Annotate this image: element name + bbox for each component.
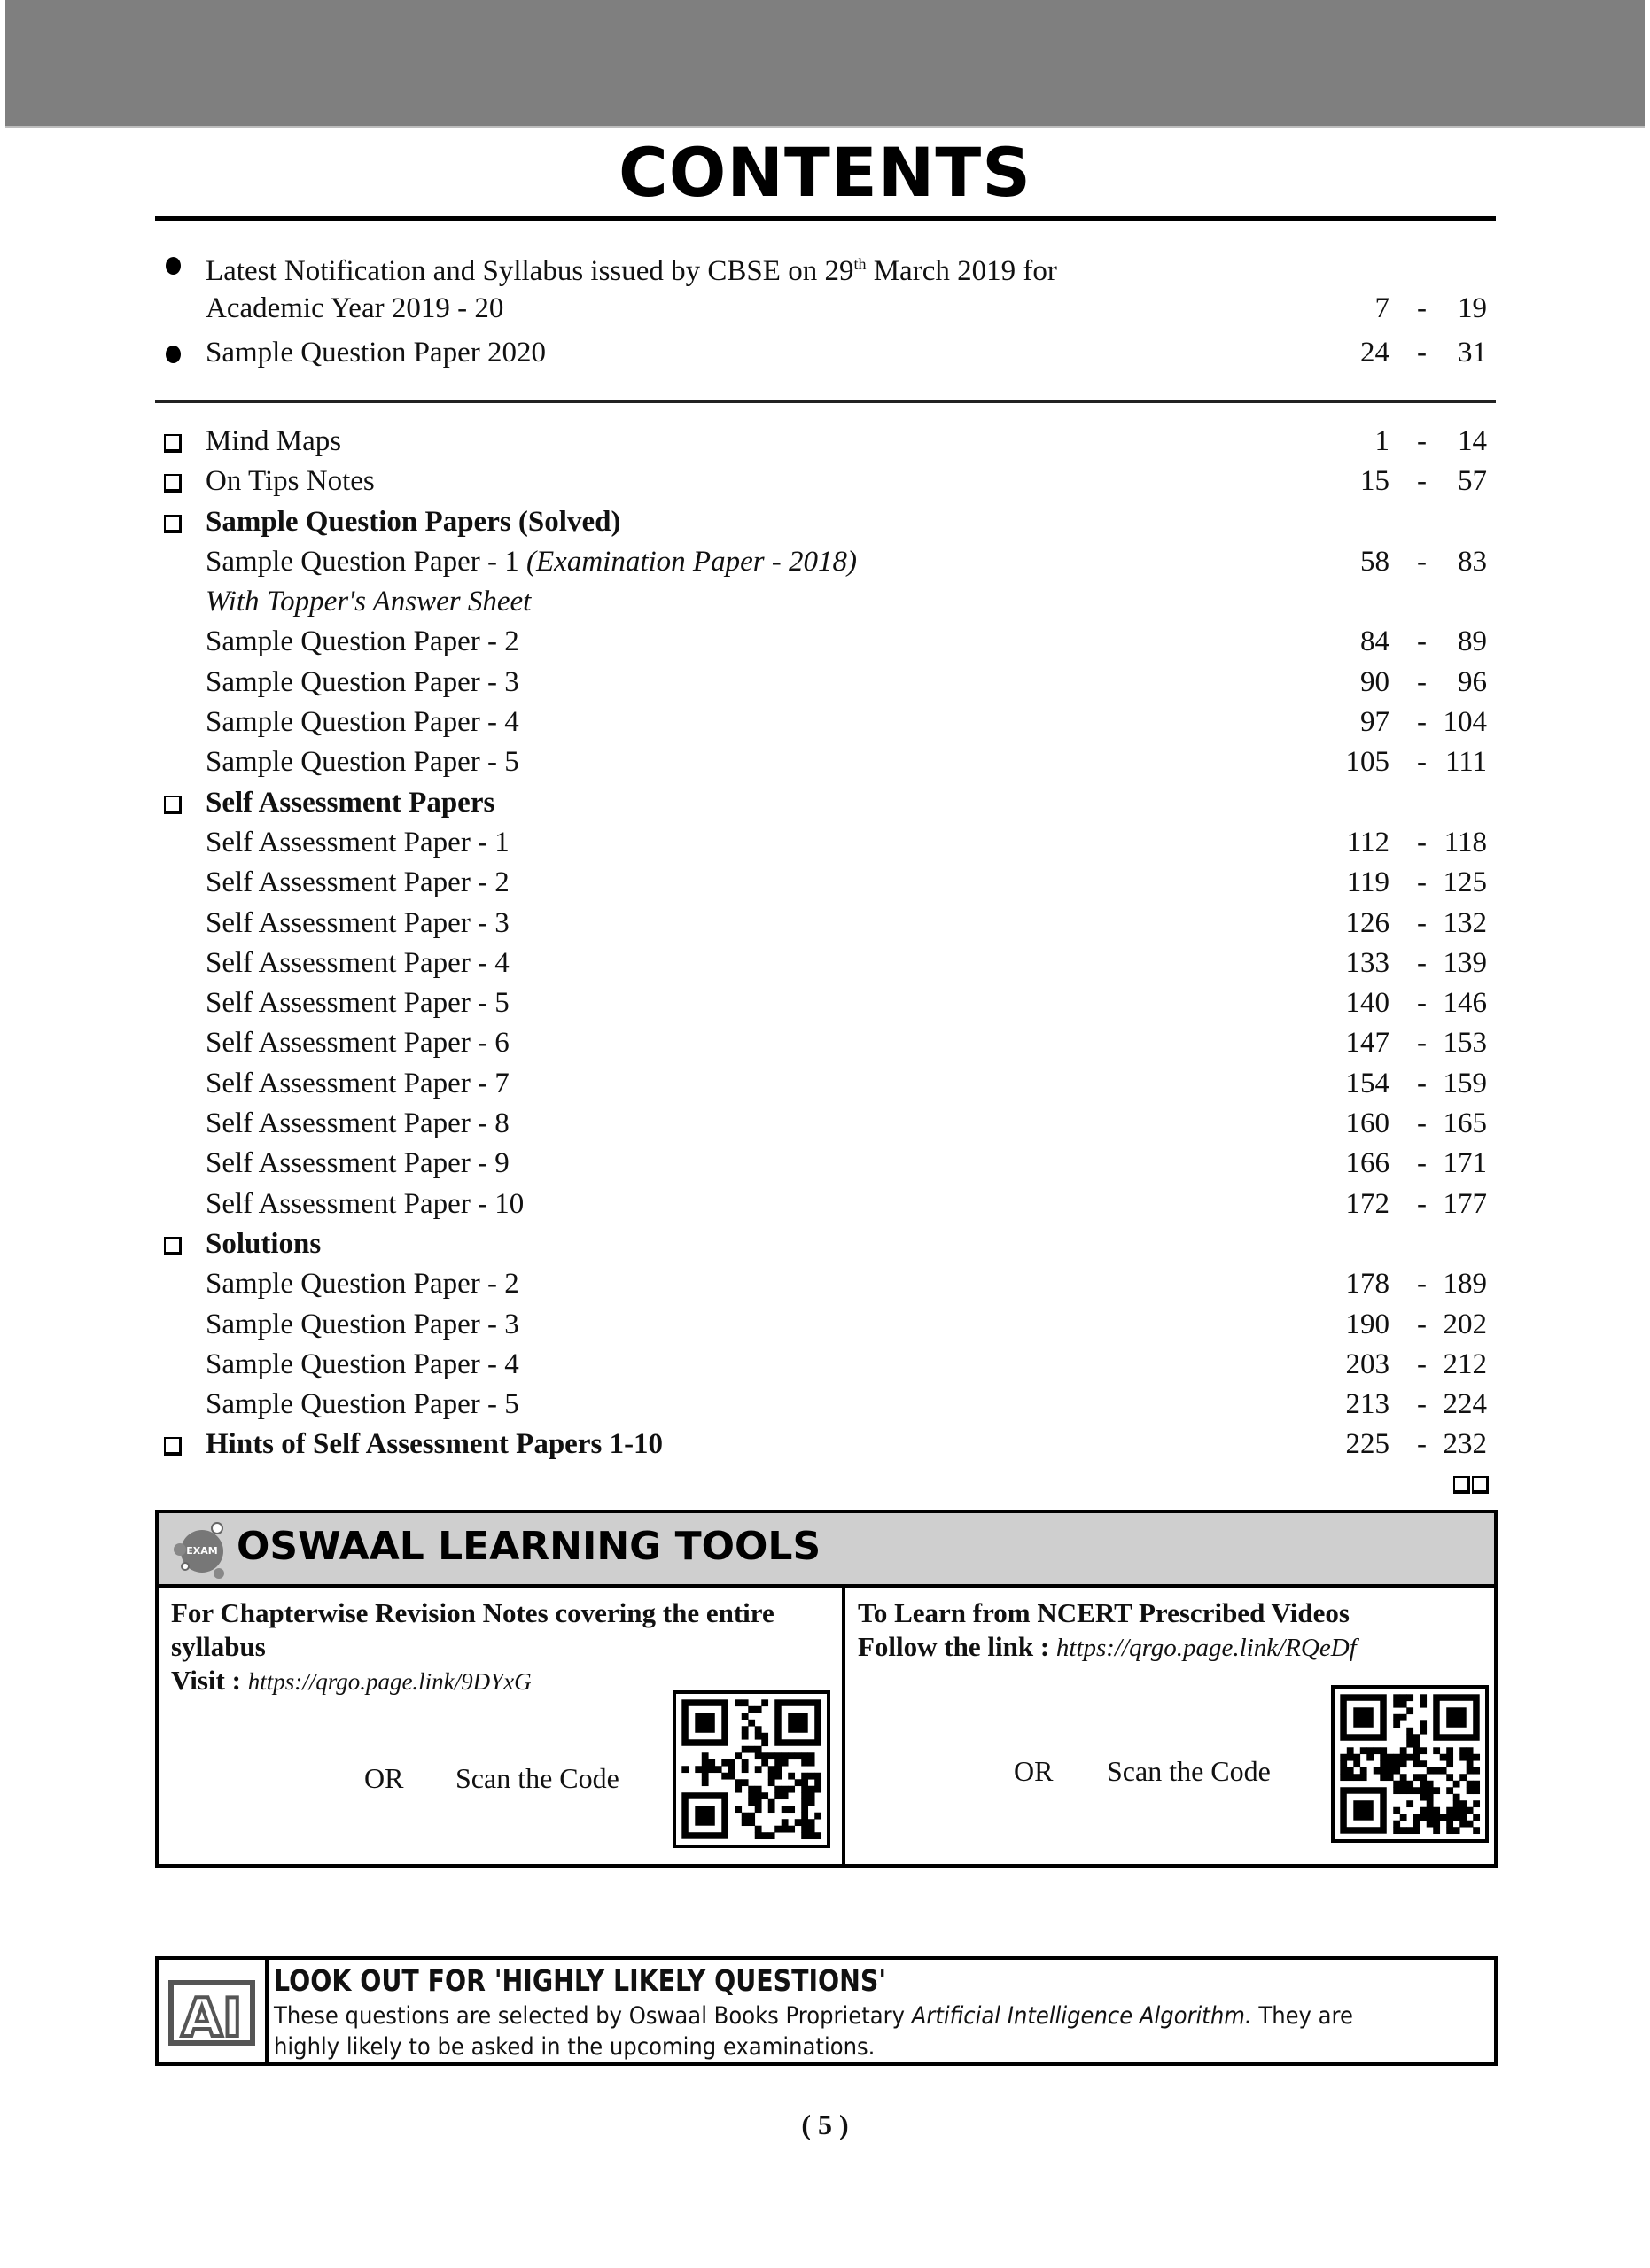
entry-label: Self Assessment Paper - 2 (206, 866, 510, 899)
checkbox-icon (155, 462, 191, 501)
page-to: 31 (1458, 337, 1487, 369)
contents-entry (155, 1023, 1496, 1063)
highly-likely-questions-box (155, 1956, 1498, 2066)
page-to: 132 (1443, 906, 1487, 939)
contents-entry (155, 904, 1496, 944)
entry-label: Self Assessment Paper - 3 (206, 906, 510, 939)
entry-label: Self Assessment Papers (206, 786, 495, 819)
page-from: 15 (1360, 465, 1389, 498)
page-title: CONTENTS (619, 133, 1031, 212)
contents-entry (155, 1144, 1496, 1184)
entry-label: Sample Question Paper - 3 (206, 1308, 519, 1340)
scan-code-label: Scan the Code (455, 1762, 619, 1794)
entry-label: Sample Question Papers (Solved) (206, 505, 621, 538)
page-to: 159 (1443, 1067, 1487, 1099)
entry-label: Sample Question Paper - 5 (206, 1388, 519, 1421)
page-range-dash: - (1417, 1027, 1427, 1060)
page-from: 133 (1345, 946, 1389, 979)
page-to: 125 (1443, 866, 1487, 899)
page-from: 84 (1360, 625, 1389, 658)
page-range-dash: - (1417, 987, 1427, 1020)
entry-label: On Tips Notes (206, 465, 375, 498)
entry-label: Sample Question Paper - 2 (206, 1268, 519, 1301)
entry-label: Sample Question Paper - 1 (Examination Paper - 2018) (206, 545, 858, 578)
page-range-dash: - (1417, 746, 1427, 779)
top-contents-list (155, 242, 1496, 375)
contents-entry (155, 1425, 1496, 1464)
page-from: 225 (1345, 1428, 1389, 1461)
page-from: 172 (1345, 1187, 1389, 1220)
contents-entry (155, 823, 1496, 863)
end-marker-icon (1452, 1476, 1489, 1498)
page-range-dash: - (1417, 906, 1427, 939)
learning-tools-header (159, 1513, 1494, 1588)
visit-label: Visit : (171, 1665, 248, 1696)
page-range-dash: - (1417, 1308, 1427, 1340)
page-range-dash: - (1417, 625, 1427, 658)
qr-code-icon[interactable] (673, 1690, 830, 1848)
ncert-videos-link[interactable]: https://qrgo.page.link/RQeDf (1055, 1634, 1357, 1662)
contents-entry (155, 542, 1496, 582)
contents-entry (155, 783, 1496, 823)
page-to: 96 (1458, 665, 1487, 698)
contents-entry (155, 663, 1496, 703)
ncert-videos-text: To Learn from NCERT Prescribed Videos (858, 1597, 1350, 1628)
entry-label: Sample Question Paper - 2 (206, 625, 519, 658)
page-to: 177 (1443, 1187, 1487, 1220)
page-from: 154 (1345, 1067, 1389, 1099)
title-underline (155, 216, 1496, 221)
page-from: 24 (1360, 337, 1389, 369)
page-range-dash: - (1417, 337, 1427, 369)
page-from: 90 (1360, 665, 1389, 698)
contents-entry (155, 1064, 1496, 1104)
page-to: 212 (1443, 1348, 1487, 1380)
contents-entry (155, 582, 1496, 622)
page-from: 178 (1345, 1268, 1389, 1301)
page-from: 140 (1345, 987, 1389, 1020)
or-label: OR (364, 1762, 404, 1794)
contents-entry (155, 242, 1496, 286)
entry-label: Sample Question Paper 2020 (206, 337, 547, 369)
page-from: 97 (1360, 706, 1389, 739)
page-range-dash: - (1417, 1388, 1427, 1421)
checkbox-icon (155, 1425, 191, 1464)
ncert-videos-panel (845, 1588, 1494, 1864)
page-range-dash: - (1417, 292, 1427, 324)
page-from: 58 (1360, 545, 1389, 578)
page-number: ( 5 ) (801, 2109, 849, 2140)
entry-label: Latest Notification and Syllabus issued by CBSE on 29th March 2019 for (206, 255, 1057, 287)
page-to: 171 (1443, 1147, 1487, 1180)
page-to: 118 (1444, 826, 1487, 858)
entry-label: Self Assessment Paper - 6 (206, 1027, 510, 1060)
page-range-dash: - (1417, 1348, 1427, 1380)
oswaal-exam-tools-logo-icon (171, 1520, 233, 1579)
contents-entry (155, 1345, 1496, 1385)
contents-entry (155, 286, 1496, 330)
entry-label: Self Assessment Paper - 10 (206, 1187, 525, 1220)
page-from: 119 (1346, 866, 1389, 899)
page-to: 146 (1443, 987, 1487, 1020)
contents-entry (155, 1184, 1496, 1224)
revision-notes-panel (159, 1588, 845, 1864)
ai-description (274, 2000, 1422, 2062)
entry-label: Self Assessment Paper - 5 (206, 987, 510, 1020)
top-gray-banner (5, 0, 1645, 128)
entry-label: Hints of Self Assessment Papers 1-10 (206, 1428, 664, 1461)
page-range-dash: - (1417, 665, 1427, 698)
entry-label: Self Assessment Paper - 7 (206, 1067, 510, 1099)
ai-text-end: They are highly likely to be asked in the upcoming examinations. (274, 2002, 1353, 2061)
ai-text-italic: Artificial Intelligence Algorithm. (911, 2002, 1252, 2030)
entry-label: Sample Question Paper - 4 (206, 1348, 519, 1380)
ai-heading: LOOK OUT FOR 'HIGHLY LIKELY QUESTIONS' (274, 1963, 887, 1998)
page-range-dash: - (1417, 1147, 1427, 1180)
contents-entry (155, 462, 1496, 501)
entry-label: Self Assessment Paper - 8 (206, 1107, 510, 1140)
contents-entry (155, 502, 1496, 542)
page-to: 139 (1443, 946, 1487, 979)
entry-label: Sample Question Paper - 5 (206, 746, 519, 779)
entry-label: Sample Question Paper - 4 (206, 706, 519, 739)
page-from: 112 (1346, 826, 1389, 858)
page-to: 165 (1443, 1107, 1487, 1140)
page-from: 190 (1345, 1308, 1389, 1340)
contents-entry (155, 1104, 1496, 1144)
page-to: 57 (1458, 465, 1487, 498)
page-from: 213 (1345, 1388, 1389, 1421)
learning-tools-title: OSWAAL LEARNING TOOLS (237, 1524, 821, 1569)
contents-entry (155, 944, 1496, 983)
ai-icon-text: AI (181, 1987, 243, 2049)
entry-label: Self Assessment Paper - 1 (206, 826, 510, 858)
contents-entry (155, 703, 1496, 742)
page-from: 7 (1374, 292, 1389, 324)
entry-label: With Topper's Answer Sheet (206, 586, 532, 618)
revision-notes-link[interactable]: https://qrgo.page.link/9DYxG (247, 1668, 532, 1695)
page-from: 126 (1345, 906, 1389, 939)
contents-entry (155, 983, 1496, 1023)
checkbox-icon (155, 422, 191, 462)
page-from: 203 (1345, 1348, 1389, 1380)
contents-entry (155, 422, 1496, 462)
page-range-dash: - (1417, 425, 1427, 457)
page-from: 147 (1345, 1027, 1389, 1060)
bullet-icon (155, 330, 191, 375)
qr-code-icon[interactable] (1331, 1685, 1489, 1843)
page-to: 14 (1458, 425, 1487, 457)
page-from: 1 (1374, 425, 1389, 457)
follow-link-label: Follow the link : (858, 1631, 1056, 1662)
page-from: 105 (1345, 746, 1389, 779)
contents-entry (155, 1264, 1496, 1304)
page-to: 153 (1443, 1027, 1487, 1060)
page-range-dash: - (1417, 1268, 1427, 1301)
page-from: 160 (1345, 1107, 1389, 1140)
page-range-dash: - (1417, 545, 1427, 578)
or-label: OR (1014, 1755, 1054, 1787)
entry-label: Solutions (206, 1227, 322, 1260)
page-range-dash: - (1417, 465, 1427, 498)
page-to: 202 (1443, 1308, 1487, 1340)
page-to: 104 (1443, 706, 1487, 739)
page-to: 19 (1458, 292, 1487, 324)
checkbox-icon (155, 1224, 191, 1264)
ai-icon (159, 1960, 269, 2062)
page-range-dash: - (1417, 826, 1427, 858)
page-to: 224 (1443, 1388, 1487, 1421)
page-range-dash: - (1417, 1428, 1427, 1461)
entry-label: Academic Year 2019 - 20 (206, 292, 504, 324)
oswaal-learning-tools-box (155, 1510, 1498, 1868)
scan-code-label: Scan the Code (1107, 1755, 1271, 1787)
page-to: 189 (1443, 1268, 1487, 1301)
ai-text: These questions are selected by Oswaal Books Proprietary (274, 2002, 912, 2030)
contents-list (155, 422, 1496, 1465)
svg-text:EXAM: EXAM (186, 1545, 218, 1557)
entry-label: Self Assessment Paper - 9 (206, 1147, 510, 1180)
contents-entry (155, 622, 1496, 662)
contents-entry (155, 742, 1496, 782)
page-to: 232 (1443, 1428, 1487, 1461)
page-range-dash: - (1417, 1187, 1427, 1220)
contents-entry (155, 1305, 1496, 1345)
page-to: 111 (1444, 746, 1487, 779)
contents-entry (155, 1385, 1496, 1425)
page-to: 83 (1458, 545, 1487, 578)
contents-entry (155, 863, 1496, 903)
bullet-icon (155, 242, 191, 286)
entry-label: Sample Question Paper - 3 (206, 665, 519, 698)
checkbox-icon (155, 783, 191, 823)
page-range-dash: - (1417, 1107, 1427, 1140)
page-range-dash: - (1417, 1067, 1427, 1099)
checkbox-icon (155, 502, 191, 542)
contents-entry (155, 330, 1496, 375)
section-divider (155, 400, 1496, 403)
page-range-dash: - (1417, 866, 1427, 899)
page-range-dash: - (1417, 706, 1427, 739)
page-from: 166 (1345, 1147, 1389, 1180)
revision-notes-text-cont: syllabus (171, 1631, 266, 1662)
entry-label: Self Assessment Paper - 4 (206, 946, 510, 979)
page-to: 89 (1458, 625, 1487, 658)
contents-entry (155, 1224, 1496, 1264)
page-range-dash: - (1417, 946, 1427, 979)
entry-label: Mind Maps (206, 425, 342, 457)
revision-notes-text: For Chapterwise Revision Notes covering the entire (171, 1597, 774, 1628)
